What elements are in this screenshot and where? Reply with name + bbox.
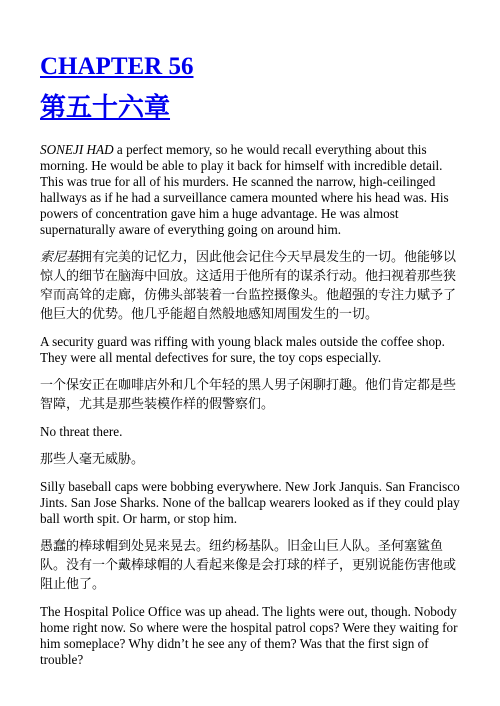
paragraph-3-chinese: 那些人毫无威胁。 [40, 452, 145, 467]
paragraph-3-english: No threat there. [40, 424, 123, 439]
book-page [40, 52, 468, 678]
paragraph-1-chinese-lead: 索尼基 [40, 250, 80, 265]
chapter-title-english-link[interactable]: CHAPTER 56 [40, 53, 194, 80]
paragraph-5-english: The Hospital Police Office was up ahead. The lights were out, though. Nobody home right now. So where were the hospital patrol cops? Were they waiting for him someplace? Why didn’t he see any of them? Was that the first sign of trouble? [40, 604, 458, 667]
paragraph-1-chinese [40, 248, 468, 324]
paragraph-4-chinese: 愚蠢的棒球帽到处晃来晃去。纽约杨基队。旧金山巨人队。圣何塞鲨鱼队。没有一个戴棒球帽的人看起来像是会打球的样子，更别说能伤害他或阻止他了。 [40, 539, 457, 592]
paragraph-1-english-lead: SONEJI HAD [40, 142, 114, 157]
paragraph-1-english [40, 142, 468, 238]
paragraph-1-chinese-body: 拥有完美的记忆力，因此他会记住今天早晨发生的一切。他能够以惊人的细节在脑海中回放。这适用于他所有的谋杀行动。他扫视着那些狭窄而高耸的走廊，仿佛头部装着一台监控摄像头。他超强的专注力赋予了他巨大的优势。他几乎能超自然般地感知周围发生的一切。 [40, 250, 457, 322]
paragraph-1-english-body: a perfect memory, so he would recall everything about this morning. He would be able to play it back for himself with incredible detail. This was true for all of his murders. He scanned the narrow, high-ceilinged hallways as if he had a surveillance camera mounted where his head was. His powers of concentration gave him a huge advantage. He was almost supernaturally aware of everything going on around him. [40, 142, 449, 237]
paragraph-4-english: Silly baseball caps were bobbing everywhere. New Jork Janquis. San Francisco Jints. San Jose Sharks. None of the ballcap wearers looked as if they could play ball worth spit. Or harm, or stop him. [40, 479, 460, 526]
paragraph-2-chinese: 一个保安正在咖啡店外和几个年轻的黑人男子闲聊打趣。他们肯定都是些智障，尤其是那些装模作样的假警察们。 [40, 378, 457, 412]
chapter-title-chinese-link[interactable]: 第五十六章 [40, 93, 171, 123]
paragraph-2-english: A security guard was riffing with young black males outside the coffee shop. They were all mental defectives for sure, the toy cops especially. [40, 334, 445, 365]
